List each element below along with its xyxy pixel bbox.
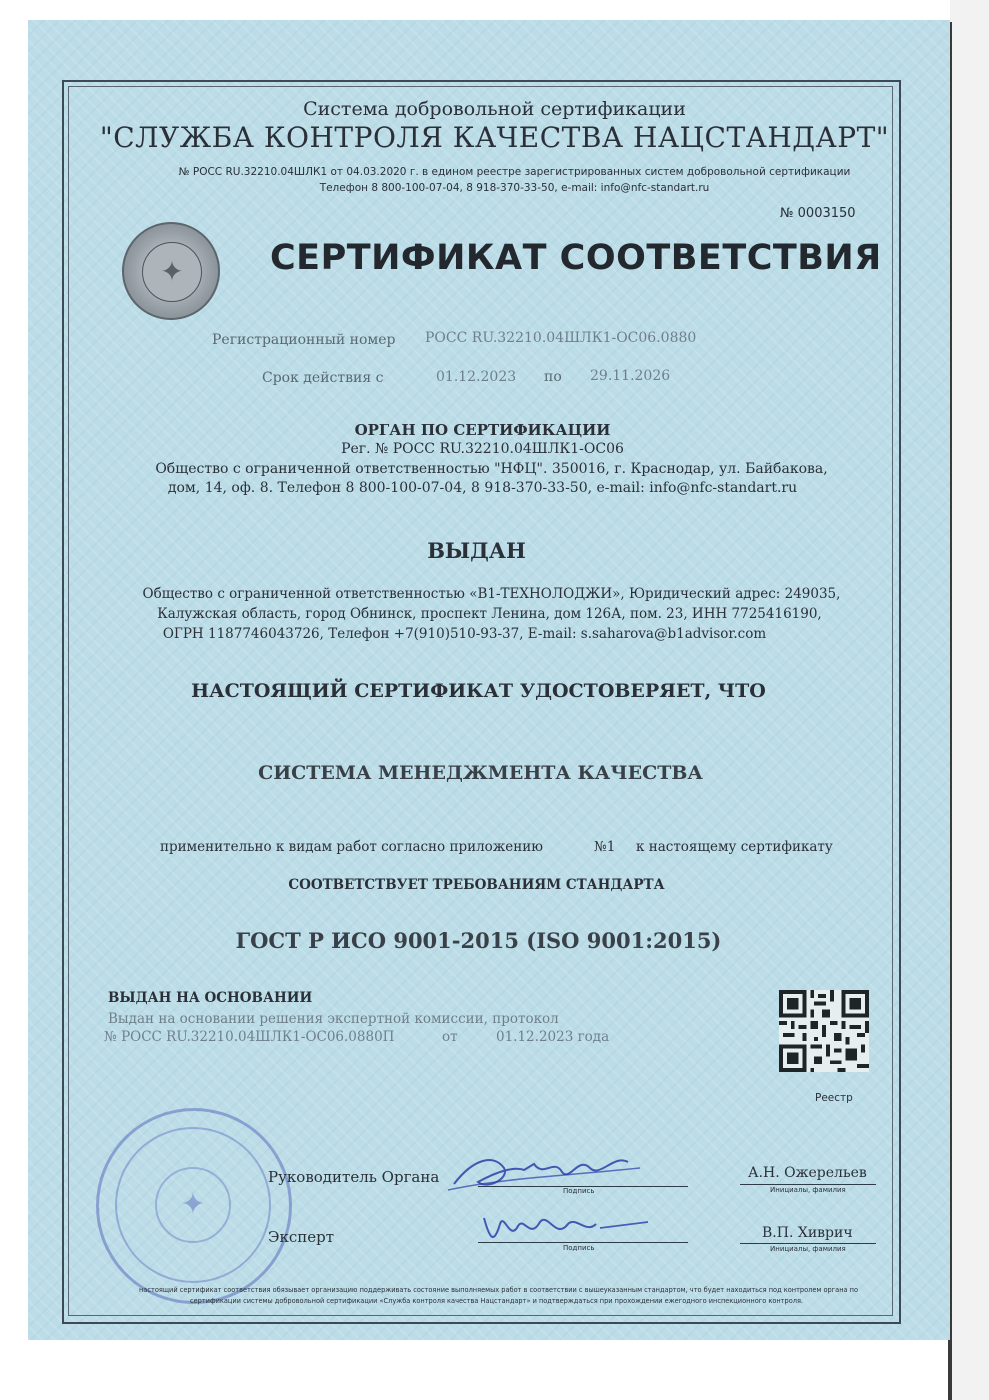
certification-body-line1: Общество с ограниченной ответственностью "НФЦ". 350016, г. Краснодар, ул. Байбакова, [155, 461, 828, 477]
contacts-line: Телефон 8 800-100-07-04, 8 918-370-33-50, e-mail: info@nfc-standart.ru [319, 182, 710, 194]
scope-suffix: к настоящему сертификату [636, 839, 833, 855]
subject: СИСТЕМА МЕНЕДЖМЕНТА КАЧЕСТВА [258, 762, 703, 784]
system-name: "СЛУЖБА КОНТРОЛЯ КАЧЕСТВА НАЦСТАНДАРТ" [99, 121, 890, 154]
basis-from-label: от [442, 1029, 458, 1045]
emblem-seal [122, 222, 220, 320]
certification-body-line2: дом, 14, оф. 8. Телефон 8 800-100-07-04, 8 918-370-33-50, e-mail: info@nfc-standart.ru [167, 480, 798, 496]
valid-from: 01.12.2023 [436, 369, 517, 385]
certification-body-reg: Рег. № РОСС RU.32210.04ШЛК1-ОС06 [341, 441, 624, 457]
system-line: Система добровольной сертификации [303, 98, 686, 120]
validity-to-label: по [544, 369, 562, 385]
registry-qr-code[interactable] [778, 990, 870, 1072]
issued-line3: ОГРН 1187746043726, Телефон +7(910)510-93-37, E-mail: s.saharova@b1advisor.com [162, 626, 767, 642]
reg-number-value: РОСС RU.32210.04ШЛК1-ОС06.0880 [425, 330, 697, 346]
certifies-statement: НАСТОЯЩИЙ СЕРТИФИКАТ УДОСТОВЕРЯЕТ, ЧТО [191, 680, 766, 702]
scope-appendix: №1 [594, 839, 616, 855]
validity-label: Срок действия с [262, 370, 384, 386]
certification-body-heading: ОРГАН ПО СЕРТИФИКАЦИИ [354, 421, 611, 439]
registry-line: № РОСС RU.32210.04ШЛК1 от 04.03.2020 г. в едином реестре зарегистрированных систем добровольной сертификации [178, 166, 851, 178]
expert-signature [470, 1204, 670, 1252]
valid-to: 29.11.2026 [590, 368, 671, 384]
certificate-number: № 0003150 [780, 206, 856, 221]
scope-prefix: применительно к видам работ согласно приложению [160, 839, 543, 855]
issued-heading: ВЫДАН [427, 538, 526, 563]
certificate-title: СЕРТИФИКАТ СООТВЕТСТВИЯ [270, 238, 882, 278]
expert-role: Эксперт [268, 1228, 335, 1246]
basis-protocol: № РОСС RU.32210.04ШЛК1-ОС06.0880П [104, 1029, 395, 1045]
head-signature [444, 1148, 644, 1196]
head-role: Руководитель Органа [268, 1168, 440, 1186]
reg-number-label: Регистрационный номер [212, 332, 396, 348]
head-name-line [740, 1184, 876, 1185]
expert-name-line [740, 1243, 876, 1244]
head-name-caption: Инициалы, фамилия [770, 1186, 846, 1194]
official-stamp [96, 1108, 292, 1304]
expert-name: В.П. Хиврич [762, 1225, 853, 1241]
basis-heading: ВЫДАН НА ОСНОВАНИИ [108, 990, 313, 1006]
issued-line2: Калужская область, город Обнинск, проспект Ленина, дом 126А, пом. 23, ИНН 7725416190, [157, 606, 822, 622]
standard: ГОСТ Р ИСО 9001-2015 (ISO 9001:2015) [235, 928, 722, 953]
complies-statement: СООТВЕТСТВУЕТ ТРЕБОВАНИЯМ СТАНДАРТА [288, 877, 665, 893]
head-signature-caption: Подпись [563, 1187, 595, 1195]
head-name: А.Н. Ожерельев [748, 1165, 867, 1181]
expert-signature-caption: Подпись [563, 1244, 595, 1252]
expert-name-caption: Инициалы, фамилия [770, 1245, 846, 1253]
basis-date: 01.12.2023 года [496, 1029, 610, 1045]
stamp-emblem-icon: ✦ [155, 1167, 231, 1243]
footer-line2: сертификации системы добровольной сертификации «Служба контроля качества Нацстандарт» и подтверждаться при прохождении ежегодного инспекционного контроля. [189, 1297, 804, 1305]
footer-line1: настоящий сертификат соответствия обязывает организацию поддерживать состояние выполняемых работ в соответствии с вышеуказанным стандартом, что будет находиться под контролем органа по [139, 1286, 858, 1294]
basis-line1: Выдан на основании решения экспертной комиссии, протокол [108, 1011, 559, 1027]
eagle-icon: ✦ [142, 242, 202, 302]
issued-line1: Общество с ограниченной ответственностью «В1-ТЕХНОЛОДЖИ», Юридический адрес: 249035, [142, 586, 841, 602]
registry-label: Реестр [815, 1092, 853, 1104]
